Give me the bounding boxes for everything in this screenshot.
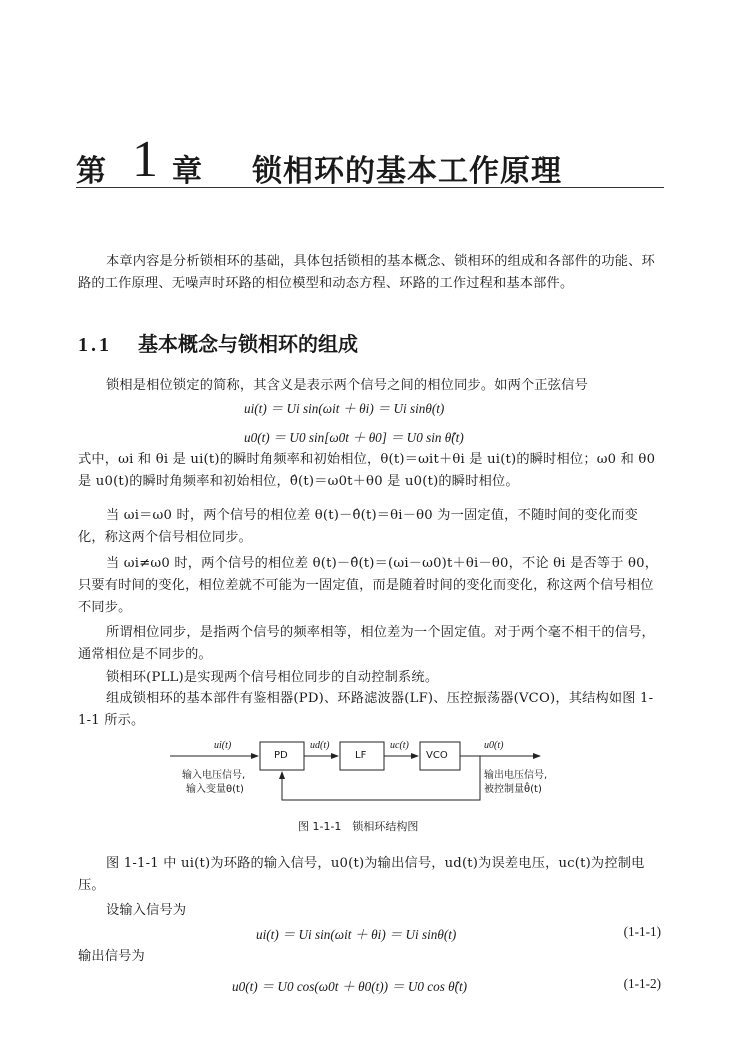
equation-1-1-2: u0(t) ＝ U0 cos(ω0t ＋ θ0(t)) ＝ U0 cos θ̂(t): [232, 979, 468, 994]
signal-output-label: u0(t): [484, 740, 504, 751]
pll-block-diagram: [170, 728, 570, 806]
equation-number-1-1-2: (1-1-2): [623, 976, 661, 991]
paragraph-pll-components: 组成锁相环的基本部件有鉴相器(PD)、环路滤波器(LF)、压控振荡器(VCO)，其结构如图 1-1-1 所示。: [78, 691, 654, 728]
section-title: 基本概念与锁相环的组成: [138, 332, 358, 356]
paragraph-input-intro: 设输入信号为: [106, 903, 187, 918]
vco-block-label: VCO: [426, 750, 448, 761]
paragraph-sync-definition: 所谓相位同步，是指两个信号的频率相等，相位差为一个固定值。对于两个毫不相干的信号，通常相位是不同步的。: [78, 625, 655, 662]
section-number: 1.1: [78, 334, 112, 356]
intro-paragraph: 本章内容是分析锁相环的基础，具体包括锁相的基本概念、锁相环的组成和各部件的功能、环路的工作原理、无噪声时环路的相位模型和动态方程、环路的工作过程和基本部件。: [78, 254, 655, 291]
paragraph-pll-definition: 锁相环(PLL)是实现两个信号相位同步的自动控制系统。: [106, 670, 439, 685]
feedback-path: [282, 756, 480, 800]
paragraph-output-intro: 输出信号为: [78, 949, 145, 964]
section-heading: [78, 328, 358, 357]
equation-output-signal: u0(t) ＝ U0 sin[ω0t ＋ θ0] ＝ U0 sin θ̂(t): [244, 430, 464, 445]
equation-1-1-1: ui(t) ＝ Ui sin(ωit ＋ θi) ＝ Ui sinθ(t): [256, 927, 457, 942]
paragraph-definition: 锁相是相位锁定的简称，其含义是表示两个信号之间的相位同步。如两个正弦信号: [106, 378, 588, 393]
equation-number-1-1-1: (1-1-1): [623, 924, 661, 939]
input-note-line1: 输入电压信号,: [182, 770, 246, 781]
paragraph-phase-sync: 当 ωi＝ω0 时，两个信号的相位差 θ(t)－θ̂(t)＝θi－θ0 为一固定值，不随时间的变化而变化，称这两个信号相位同步。: [78, 508, 639, 545]
output-note-line2: 被控制量θ̂(t): [484, 784, 542, 795]
lf-block-label: LF: [355, 750, 367, 761]
input-note-line2: 输入变量θ(t): [186, 784, 244, 795]
pd-block-label: PD: [274, 750, 288, 761]
figure-caption: 图 1-1-1 锁相环结构图: [298, 820, 419, 833]
equation-input-signal: ui(t) ＝ Ui sin(ωit ＋ θi) ＝ Ui sinθ(t): [244, 401, 445, 416]
chapter-word-right: 章: [172, 154, 202, 189]
paragraph-figure-description: 图 1-1-1 中 ui(t)为环路的输入信号，u0(t)为输出信号，ud(t)为误差电压，uc(t)为控制电压。: [78, 856, 645, 893]
signal-input-label: ui(t): [214, 740, 232, 751]
signal-lf-output-label: uc(t): [390, 740, 409, 751]
paragraph-symbol-definitions: 式中，ωi 和 θi 是 ui(t)的瞬时角频率和初始相位，θ(t)＝ωit＋θi 是 ui(t)的瞬时相位；ω0 和 θ0 是 u0(t)的瞬时角频率和初始相位，θ̂(t)＝ω0t＋θ0 是 u0(t)的瞬时相位。: [78, 452, 656, 489]
chapter-rule-divider: [76, 187, 664, 188]
chapter-heading: [76, 131, 666, 192]
chapter-number: 1: [132, 131, 158, 188]
output-note-line1: 输出电压信号,: [484, 770, 548, 781]
chapter-word-left: 第: [76, 154, 106, 189]
paragraph-phase-unsync: 当 ωi≠ω0 时，两个信号的相位差 θ(t)－θ̂(t)＝(ωi－ω0)t＋θi－θ0，不论 θi 是否等于 θ0，只要有时间的变化，相位差就不可能为一固定值，而是随着时间的变化而变化，称这两个信号相位不同步。: [78, 556, 659, 615]
signal-pd-output-label: ud(t): [310, 740, 330, 751]
chapter-title: 锁相环的基本工作原理: [252, 154, 562, 189]
